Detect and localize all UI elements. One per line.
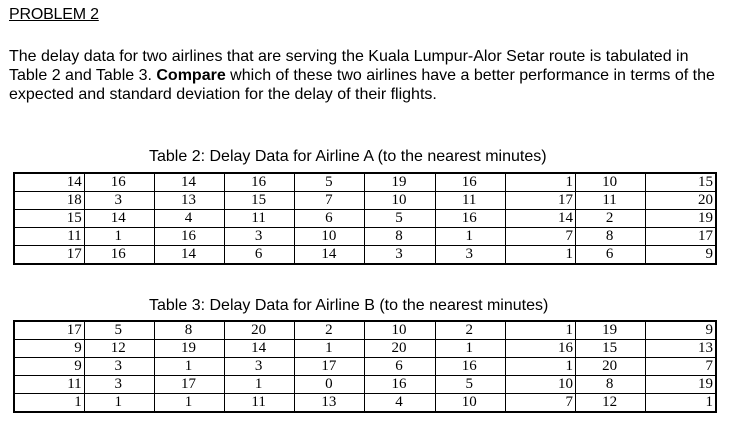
problem-text-rest: which of these two airlines have a better performance in terms of the expected and standard deviation for the delay of their flights. [9,67,715,103]
table-cell: 15 [14,210,84,228]
table-row [14,173,716,192]
problem-statement [9,47,724,104]
table-cell: 1 [84,228,154,246]
table-cell: 6 [225,246,295,265]
table-cell: 19 [365,173,435,192]
table-cell: 1 [154,394,224,413]
table-cell: 5 [84,321,154,340]
table-cell: 14 [154,246,224,265]
table-cell: 16 [225,173,295,192]
table-cell: 16 [84,173,154,192]
table-cell: 10 [576,173,646,192]
table-cell: 1 [505,246,575,265]
table2-delay-airline-a [13,172,717,265]
table-row [14,358,716,376]
table-cell: 16 [365,376,435,394]
table-cell: 1 [435,228,505,246]
table-row [14,340,716,358]
table-cell: 10 [435,394,505,413]
table-cell: 11 [435,192,505,210]
table-cell: 5 [365,210,435,228]
table-cell: 13 [154,192,224,210]
table-cell: 17 [646,228,716,246]
table-cell: 17 [14,246,84,265]
table-cell: 15 [646,173,716,192]
table-cell: 20 [576,358,646,376]
table-cell: 9 [14,358,84,376]
table-cell: 8 [576,228,646,246]
table3-caption: Table 3: Delay Data for Airline B (to the nearest minutes) [149,297,549,314]
table-cell: 1 [225,376,295,394]
problem-heading: PROBLEM 2 [9,6,99,23]
table-cell: 9 [646,246,716,265]
table-cell: 19 [576,321,646,340]
table-cell: 20 [225,321,295,340]
table-cell: 2 [576,210,646,228]
table-cell: 1 [505,321,575,340]
table-cell: 4 [154,210,224,228]
table-cell: 18 [14,192,84,210]
table-cell: 14 [84,210,154,228]
table-cell: 19 [646,210,716,228]
table-cell: 3 [435,246,505,265]
table-cell: 3 [84,192,154,210]
table-cell: 5 [435,376,505,394]
table-cell: 17 [154,376,224,394]
table-cell: 10 [365,321,435,340]
table-cell: 10 [365,192,435,210]
table-cell: 6 [295,210,365,228]
table-cell: 2 [435,321,505,340]
problem-text-intro: The delay data for two airlines that are serving the Kuala Lumpur-Alor Setar route is tabulated in Table 2 and Table 3. [9,48,689,84]
table-cell: 13 [646,340,716,358]
table-cell: 11 [14,376,84,394]
table-cell: 7 [295,192,365,210]
table-cell: 1 [435,340,505,358]
table-cell: 11 [225,210,295,228]
table-row [14,394,716,413]
table-cell: 10 [505,376,575,394]
table-cell: 16 [435,358,505,376]
table-cell: 17 [295,358,365,376]
table-cell: 20 [365,340,435,358]
table-cell: 1 [646,394,716,413]
table-cell: 9 [646,321,716,340]
table-cell: 14 [505,210,575,228]
table-cell: 8 [576,376,646,394]
table-cell: 11 [225,394,295,413]
table-cell: 3 [365,246,435,265]
table-cell: 1 [295,340,365,358]
table-cell: 3 [84,376,154,394]
table-cell: 3 [225,358,295,376]
table-cell: 14 [295,246,365,265]
table-cell: 17 [14,321,84,340]
table-cell: 13 [295,394,365,413]
table-cell: 1 [84,394,154,413]
table-cell: 20 [646,192,716,210]
table-cell: 16 [154,228,224,246]
table-cell: 8 [154,321,224,340]
table3-delay-airline-b [13,320,717,413]
table-cell: 5 [295,173,365,192]
table-cell: 6 [576,246,646,265]
table-cell: 1 [14,394,84,413]
table-row [14,228,716,246]
table-cell: 11 [14,228,84,246]
table-cell: 16 [505,340,575,358]
table-row [14,210,716,228]
table-cell: 1 [505,358,575,376]
table-row [14,321,716,340]
table-cell: 15 [576,340,646,358]
table-cell: 0 [295,376,365,394]
table-cell: 14 [14,173,84,192]
table-cell: 10 [295,228,365,246]
table-cell: 16 [435,210,505,228]
table-cell: 2 [295,321,365,340]
table-row [14,246,716,265]
table-cell: 8 [365,228,435,246]
table-cell: 17 [505,192,575,210]
table-cell: 6 [365,358,435,376]
table-cell: 12 [576,394,646,413]
table-cell: 15 [225,192,295,210]
problem-text-emphasis: Compare [156,67,226,84]
table-cell: 16 [435,173,505,192]
table-cell: 7 [505,394,575,413]
table-row [14,192,716,210]
table-cell: 11 [576,192,646,210]
table-cell: 16 [84,246,154,265]
table-cell: 14 [154,173,224,192]
table-row [14,376,716,394]
table-cell: 7 [646,358,716,376]
table-cell: 3 [225,228,295,246]
table-cell: 3 [84,358,154,376]
table-cell: 19 [646,376,716,394]
table-cell: 1 [505,173,575,192]
table-cell: 4 [365,394,435,413]
table-cell: 9 [14,340,84,358]
table-cell: 14 [225,340,295,358]
table-cell: 7 [505,228,575,246]
table-cell: 1 [154,358,224,376]
table-cell: 12 [84,340,154,358]
table-cell: 19 [154,340,224,358]
table2-caption: Table 2: Delay Data for Airline A (to the nearest minutes) [149,148,547,165]
